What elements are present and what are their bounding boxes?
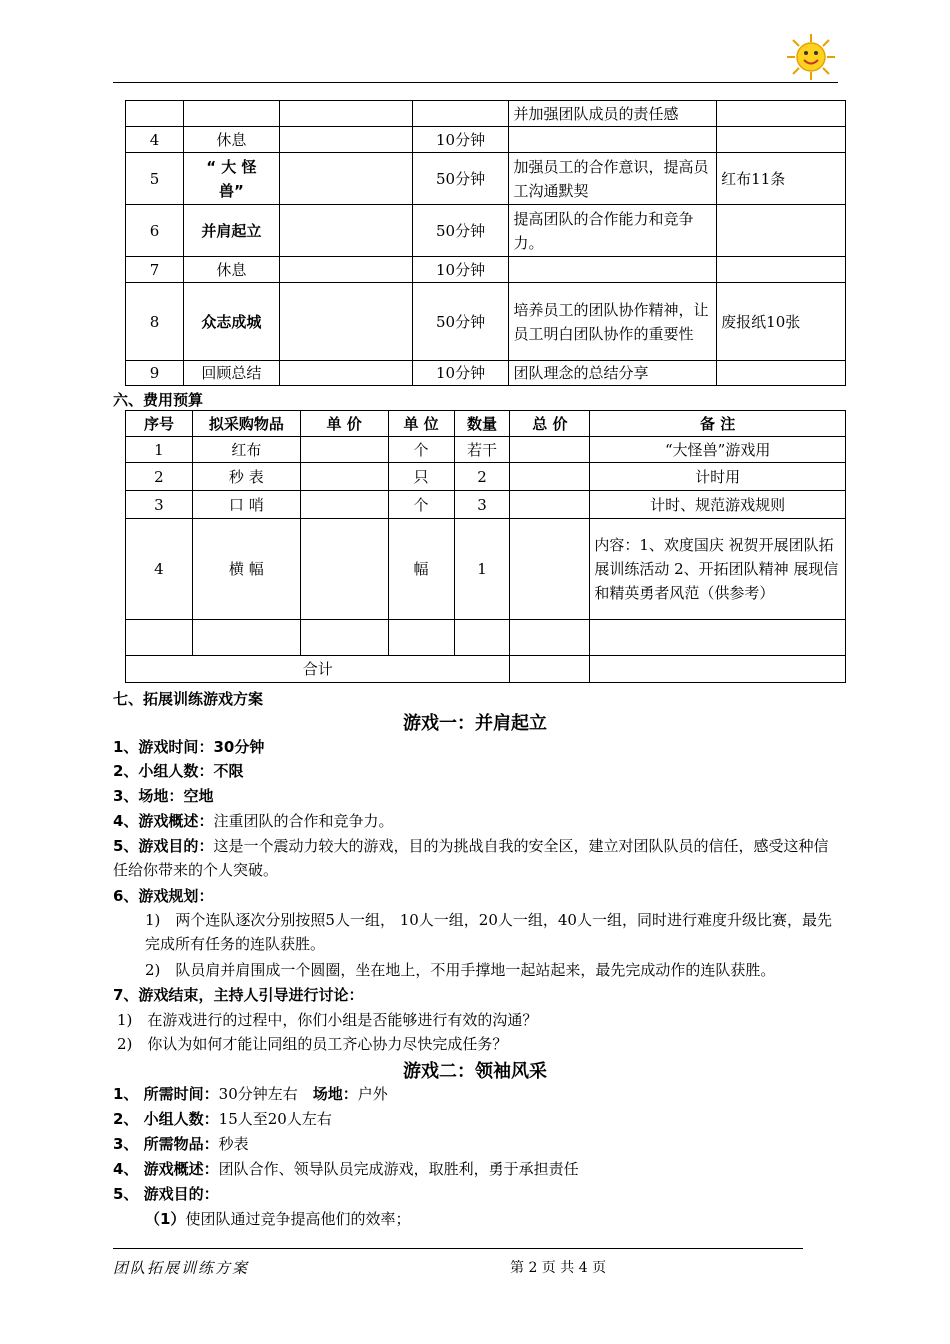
- game1-l5-label: 5、游戏目的：: [113, 837, 214, 855]
- game1-l2-value: 不限: [213, 762, 244, 780]
- game2-l1-value: 30分钟左右: [218, 1085, 313, 1103]
- footer-rule: [113, 1248, 803, 1249]
- game1-l6-label: 6、游戏规划：: [113, 887, 214, 905]
- table-row: [126, 153, 846, 205]
- schedule-no: 7: [126, 257, 184, 283]
- game2-line-4: [113, 1157, 843, 1181]
- schedule-time: 10分钟: [412, 127, 509, 153]
- table-row: [126, 519, 846, 620]
- schedule-items: [717, 101, 846, 127]
- schedule-purpose: 加强员工的合作意识，提高员工沟通默契: [509, 153, 717, 205]
- game1-title: 游戏一：并肩起立: [403, 713, 547, 734]
- game2-l1-label: 1、 所需时间：: [113, 1085, 219, 1103]
- game2-line-2: [113, 1107, 843, 1131]
- schedule-time: 50分钟: [412, 153, 509, 205]
- budget-item: 口 哨: [192, 491, 300, 519]
- budget-item: 秒 表: [192, 463, 300, 491]
- schedule-items: [717, 205, 846, 257]
- schedule-cell: [279, 361, 412, 386]
- game1-l2-label: 2、小组人数：: [113, 762, 214, 780]
- empty-cell: [510, 656, 590, 683]
- budget-qty: 若干: [454, 437, 510, 463]
- table-row: [126, 491, 846, 519]
- schedule-items: [717, 257, 846, 283]
- game1-l4-value: 注重团队的合作和竞争力。: [213, 812, 394, 830]
- schedule-time: 10分钟: [412, 257, 509, 283]
- game1-l1-value: 30分钟: [213, 738, 265, 756]
- game1-l5-value: 这是一个震动力较大的游戏，目的为挑战自我的安全区，建立对团队队员的信任，感受这种信任给你带来的个人突破。: [113, 837, 829, 879]
- budget-price: [300, 463, 388, 491]
- game2-title: 游戏二：领袖风采: [403, 1061, 547, 1082]
- game1-l3-value: 空地: [183, 787, 214, 805]
- game2-l1b-value: 户外: [357, 1085, 388, 1103]
- budget-total: [510, 519, 590, 620]
- budget-total: [510, 437, 590, 463]
- plan-section-title: 七、拓展训练游戏方案: [113, 690, 264, 708]
- schedule-no: 6: [126, 205, 184, 257]
- budget-section-title: 六、费用预算: [113, 391, 204, 409]
- budget-header: 数量: [454, 411, 510, 437]
- game1-question-1: 1) 在游戏进行的过程中，你们小组是否能够进行有效的沟通？: [117, 1011, 538, 1029]
- budget-unit: 个: [388, 491, 454, 519]
- schedule-cell: [279, 101, 412, 127]
- game2-l3-label: 3、 所需物品：: [113, 1135, 219, 1153]
- empty-cell: [510, 620, 590, 656]
- game1-l1-label: 1、游戏时间：: [113, 738, 214, 756]
- schedule-cell: [279, 205, 412, 257]
- budget-unit: 个: [388, 437, 454, 463]
- budget-total: [510, 491, 590, 519]
- empty-cell: [454, 620, 510, 656]
- budget-qty: 2: [454, 463, 510, 491]
- schedule-name: “ 大 怪兽”: [183, 153, 279, 205]
- game1-line-3: [113, 784, 843, 808]
- budget-header: 拟采购物品: [192, 411, 300, 437]
- schedule-time: 50分钟: [412, 205, 509, 257]
- schedule-items: 废报纸10张: [717, 283, 846, 361]
- schedule-name: [183, 101, 279, 127]
- table-row: [126, 437, 846, 463]
- schedule-purpose: 提高团队的合作能力和竞争力。: [509, 205, 717, 257]
- game2-l4-label: 4、 游戏概述：: [113, 1160, 219, 1178]
- budget-note: 内容：1、欢度国庆 祝贺开展团队拓展训练活动 2、开拓团队精神 展现信和精英勇者风范（供参考）: [590, 519, 846, 620]
- schedule-table: [125, 100, 846, 386]
- budget-header: 单 价: [300, 411, 388, 437]
- budget-no: 3: [126, 491, 193, 519]
- budget-unit: 幅: [388, 519, 454, 620]
- schedule-time: [412, 101, 509, 127]
- empty-cell: [590, 656, 846, 683]
- budget-note: “大怪兽”游戏用: [590, 437, 846, 463]
- game2-line-1: [113, 1082, 843, 1106]
- schedule-time: 50分钟: [412, 283, 509, 361]
- game2-l5-label: 5、 游戏目的：: [113, 1185, 219, 1203]
- game1-l7-label: 7、游戏结束，主持人引导进行讨论：: [113, 986, 364, 1004]
- empty-cell: [192, 620, 300, 656]
- game1-line-5: [113, 834, 843, 882]
- game2-l2-label: 2、 小组人数：: [113, 1110, 219, 1128]
- schedule-items: [717, 361, 846, 386]
- budget-item: 横 幅: [192, 519, 300, 620]
- table-row: [126, 463, 846, 491]
- game2-purpose-1: [145, 1207, 875, 1231]
- schedule-no: 9: [126, 361, 184, 386]
- game1-line-4: [113, 809, 843, 833]
- table-row: [126, 205, 846, 257]
- schedule-no: [126, 101, 184, 127]
- budget-price: [300, 491, 388, 519]
- game2-l3-value: 秒表: [218, 1135, 249, 1153]
- sun-logo-icon: [783, 32, 839, 82]
- budget-no: 4: [126, 519, 193, 620]
- game1-line-2: [113, 759, 843, 783]
- schedule-purpose: 培养员工的团队协作精神，让员工明白团队协作的重要性: [509, 283, 717, 361]
- game2-line-5: [113, 1182, 843, 1206]
- game2-l4-value: 团队合作、领导队员完成游戏，取胜利，勇于承担责任: [218, 1160, 579, 1178]
- schedule-time: 10分钟: [412, 361, 509, 386]
- page-number: 第 2 页 共 4 页: [510, 1260, 607, 1276]
- schedule-no: 4: [126, 127, 184, 153]
- schedule-purpose: 团队理念的总结分享: [509, 361, 717, 386]
- budget-unit: 只: [388, 463, 454, 491]
- table-row: [126, 101, 846, 127]
- table-row: [126, 656, 846, 683]
- schedule-items: [717, 127, 846, 153]
- budget-header: 序号: [126, 411, 193, 437]
- schedule-cell: [279, 127, 412, 153]
- table-row: [126, 620, 846, 656]
- table-row: [126, 257, 846, 283]
- budget-header: 备 注: [590, 411, 846, 437]
- schedule-name: 众志成城: [183, 283, 279, 361]
- schedule-cell: [279, 153, 412, 205]
- empty-cell: [590, 620, 846, 656]
- game1-l4-label: 4、游戏概述：: [113, 812, 214, 830]
- schedule-cell: [279, 257, 412, 283]
- empty-cell: [300, 620, 388, 656]
- budget-total-label: 合计: [126, 656, 510, 683]
- game2-l1b-label: 场地：: [312, 1085, 358, 1103]
- budget-no: 2: [126, 463, 193, 491]
- schedule-no: 5: [126, 153, 184, 205]
- schedule-purpose: [509, 257, 717, 283]
- empty-cell: [388, 620, 454, 656]
- schedule-purpose: 并加强团队成员的责任感: [509, 101, 717, 127]
- schedule-no: 8: [126, 283, 184, 361]
- game2-l2-value: 15人至20人左右: [218, 1110, 332, 1128]
- budget-qty: 1: [454, 519, 510, 620]
- game1-l3-label: 3、场地：: [113, 787, 184, 805]
- budget-table: [125, 410, 846, 683]
- budget-no: 1: [126, 437, 193, 463]
- game1-question-2: 2) 你认为如何才能让同组的员工齐心协力尽快完成任务？: [117, 1035, 508, 1053]
- table-row: [126, 361, 846, 386]
- table-row: [126, 127, 846, 153]
- budget-price: [300, 519, 388, 620]
- empty-cell: [126, 620, 193, 656]
- game2-p1-label: （1）: [145, 1210, 186, 1228]
- game1-line-7: [113, 983, 843, 1007]
- budget-item: 红布: [192, 437, 300, 463]
- table-row: [126, 283, 846, 361]
- budget-total: [510, 463, 590, 491]
- game2-p1-value: 使团队通过竞争提高他们的效率；: [185, 1210, 411, 1228]
- schedule-name: 回顾总结: [183, 361, 279, 386]
- budget-header-row: [126, 411, 846, 437]
- game1-rule-1: 1) 两个连队逐次分别按照5人一组， 10人一组，20人一组，40人一组，同时进行难度升级比赛，最先完成所有任务的连队获胜。: [145, 911, 832, 953]
- game2-line-3: [113, 1132, 843, 1156]
- budget-header: 总 价: [510, 411, 590, 437]
- header-rule: [113, 82, 838, 83]
- schedule-purpose: [509, 127, 717, 153]
- game1-line-6: [113, 884, 843, 908]
- game1-line-1: [113, 735, 843, 759]
- budget-header: 单 位: [388, 411, 454, 437]
- schedule-items: 红布11条: [717, 153, 846, 205]
- budget-price: [300, 437, 388, 463]
- schedule-cell: [279, 283, 412, 361]
- budget-note: 计时、规范游戏规则: [590, 491, 846, 519]
- schedule-name: 并肩起立: [183, 205, 279, 257]
- budget-note: 计时用: [590, 463, 846, 491]
- footer-title: 团队拓展训练方案: [113, 1259, 250, 1277]
- schedule-name: 休息: [183, 257, 279, 283]
- game1-rule-2: 2) 队员肩并肩围成一个圆圈，坐在地上，不用手撑地一起站起来，最先完成动作的连队获胜。: [145, 961, 776, 979]
- schedule-name: 休息: [183, 127, 279, 153]
- budget-qty: 3: [454, 491, 510, 519]
